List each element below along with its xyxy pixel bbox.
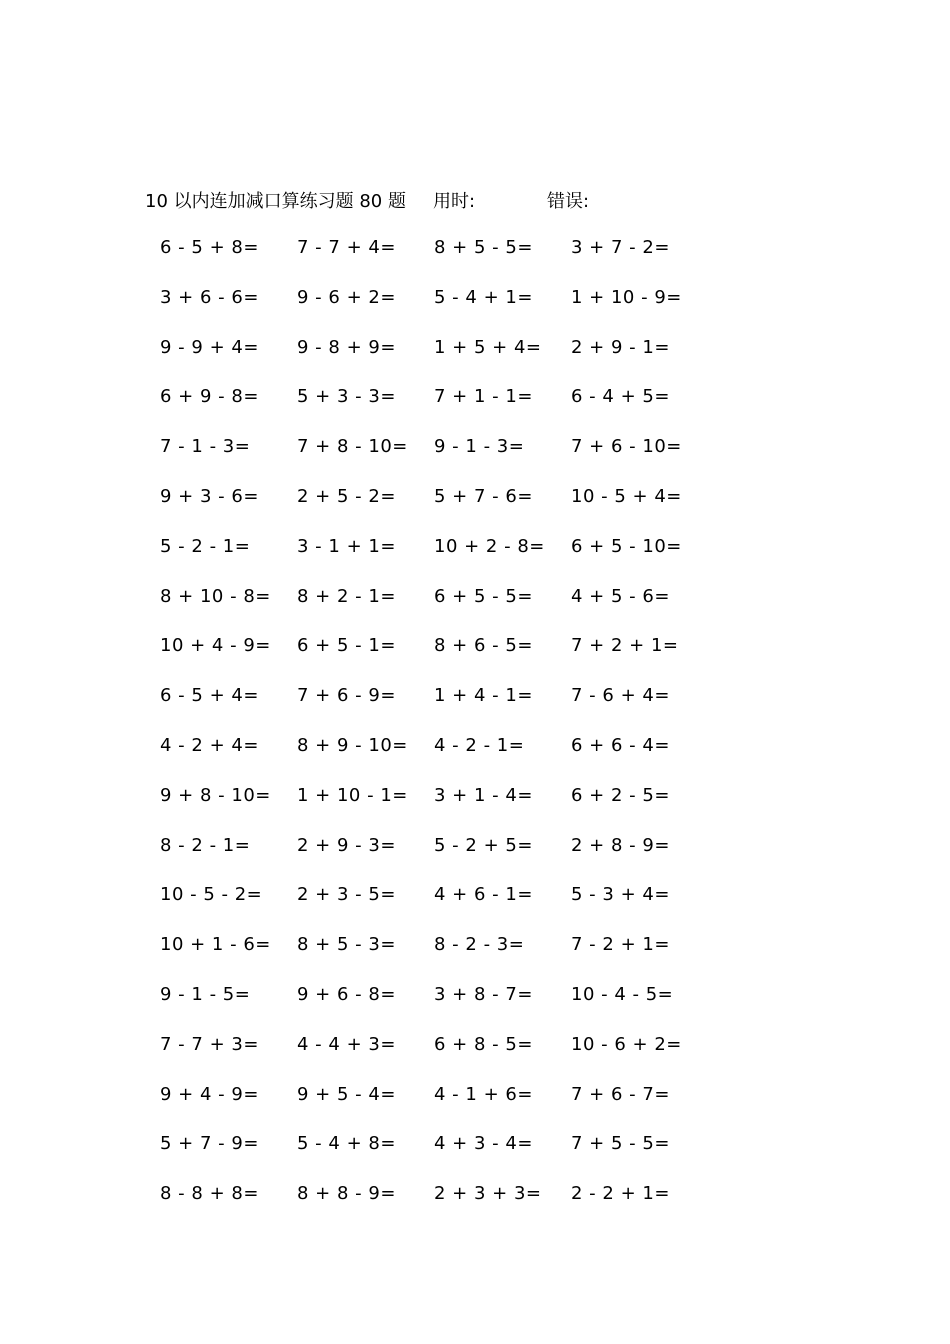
arithmetic-problem: 6 - 5 + 8= xyxy=(160,237,259,258)
arithmetic-problem: 7 + 6 - 10= xyxy=(571,436,682,458)
arithmetic-problem: 9 + 6 - 8= xyxy=(297,983,396,1005)
arithmetic-problem: 3 - 1 + 1= xyxy=(297,535,396,557)
problem-row xyxy=(0,237,950,287)
arithmetic-problem: 4 - 4 + 3= xyxy=(297,1033,396,1055)
arithmetic-problem: 9 - 9 + 4= xyxy=(160,336,259,358)
arithmetic-problem: 10 + 2 - 8= xyxy=(434,535,545,557)
arithmetic-problem: 5 + 7 - 9= xyxy=(160,1133,259,1155)
arithmetic-problem: 6 + 8 - 5= xyxy=(434,1033,533,1055)
arithmetic-problem: 6 + 5 - 1= xyxy=(297,635,396,657)
problem-row xyxy=(0,984,950,1034)
problem-row xyxy=(0,884,950,934)
problem-row xyxy=(0,934,950,984)
problem-row xyxy=(0,835,950,885)
problem-row xyxy=(0,386,950,436)
arithmetic-problem: 6 - 4 + 5= xyxy=(571,386,670,408)
arithmetic-problem: 1 + 10 - 1= xyxy=(297,784,408,806)
arithmetic-problem: 8 + 9 - 10= xyxy=(297,734,408,756)
arithmetic-problem: 2 + 3 + 3= xyxy=(434,1183,542,1205)
arithmetic-problem: 2 + 9 - 1= xyxy=(571,336,670,358)
problem-row xyxy=(0,1133,950,1183)
arithmetic-problem: 8 + 10 - 8= xyxy=(160,585,271,607)
arithmetic-problem: 10 - 6 + 2= xyxy=(571,1033,682,1055)
problem-row xyxy=(0,287,950,337)
problem-row xyxy=(0,635,950,685)
arithmetic-problem: 8 - 2 - 3= xyxy=(434,934,525,956)
arithmetic-problem: 7 + 6 - 7= xyxy=(571,1083,670,1105)
arithmetic-problem: 4 + 6 - 1= xyxy=(434,884,533,906)
arithmetic-problem: 5 - 4 + 8= xyxy=(297,1133,396,1155)
arithmetic-problem: 7 - 2 + 1= xyxy=(571,934,670,956)
arithmetic-problem: 1 + 4 - 1= xyxy=(434,685,533,707)
problem-row xyxy=(0,536,950,586)
arithmetic-problem: 9 + 5 - 4= xyxy=(297,1083,396,1105)
arithmetic-problem: 7 - 7 + 4= xyxy=(297,237,396,258)
arithmetic-problem: 9 - 6 + 2= xyxy=(297,286,396,308)
time-used-label: 用时: xyxy=(433,191,476,212)
arithmetic-problem: 1 + 5 + 4= xyxy=(434,336,542,358)
worksheet-header xyxy=(0,187,950,213)
arithmetic-problem: 8 + 5 - 5= xyxy=(434,237,533,258)
problem-row xyxy=(0,337,950,387)
arithmetic-problem: 5 - 2 + 5= xyxy=(434,834,533,856)
problem-row xyxy=(0,586,950,636)
arithmetic-problem: 7 - 1 - 3= xyxy=(160,436,251,458)
arithmetic-problem: 3 + 6 - 6= xyxy=(160,286,259,308)
arithmetic-problem: 9 + 3 - 6= xyxy=(160,485,259,507)
arithmetic-problem: 7 + 8 - 10= xyxy=(297,436,408,458)
arithmetic-problem: 2 + 8 - 9= xyxy=(571,834,670,856)
arithmetic-problem: 8 + 8 - 9= xyxy=(297,1183,396,1205)
problem-row xyxy=(0,785,950,835)
arithmetic-problem: 2 + 3 - 5= xyxy=(297,884,396,906)
arithmetic-problem: 10 - 5 + 4= xyxy=(571,485,682,507)
arithmetic-problem: 4 - 2 - 1= xyxy=(434,734,525,756)
worksheet-title: 10 以内连加减口算练习题 80 题 xyxy=(145,191,406,212)
arithmetic-problem: 4 + 3 - 4= xyxy=(434,1133,533,1155)
arithmetic-problem: 7 + 5 - 5= xyxy=(571,1133,670,1155)
arithmetic-problem: 8 + 2 - 1= xyxy=(297,585,396,607)
arithmetic-problem: 5 - 2 - 1= xyxy=(160,535,251,557)
arithmetic-problem: 1 + 10 - 9= xyxy=(571,286,682,308)
arithmetic-problem: 4 - 2 + 4= xyxy=(160,734,259,756)
arithmetic-problem: 4 + 5 - 6= xyxy=(571,585,670,607)
arithmetic-problem: 7 - 7 + 3= xyxy=(160,1033,259,1055)
arithmetic-problem: 5 - 3 + 4= xyxy=(571,884,670,906)
problem-grid xyxy=(0,237,950,1233)
arithmetic-problem: 6 + 5 - 10= xyxy=(571,535,682,557)
arithmetic-problem: 3 + 8 - 7= xyxy=(434,983,533,1005)
problem-row xyxy=(0,436,950,486)
arithmetic-problem: 8 - 2 - 1= xyxy=(160,834,251,856)
arithmetic-problem: 3 + 7 - 2= xyxy=(571,237,670,258)
arithmetic-problem: 6 + 5 - 5= xyxy=(434,585,533,607)
arithmetic-problem: 5 + 7 - 6= xyxy=(434,485,533,507)
arithmetic-problem: 2 + 9 - 3= xyxy=(297,834,396,856)
problem-row xyxy=(0,1183,950,1233)
arithmetic-problem: 7 + 1 - 1= xyxy=(434,386,533,408)
arithmetic-problem: 7 - 6 + 4= xyxy=(571,685,670,707)
problem-row xyxy=(0,735,950,785)
arithmetic-problem: 5 + 3 - 3= xyxy=(297,386,396,408)
problem-row xyxy=(0,1084,950,1134)
arithmetic-problem: 6 + 9 - 8= xyxy=(160,386,259,408)
arithmetic-problem: 9 - 1 - 5= xyxy=(160,983,251,1005)
arithmetic-problem: 8 + 6 - 5= xyxy=(434,635,533,657)
problem-row xyxy=(0,486,950,536)
arithmetic-problem: 6 - 5 + 4= xyxy=(160,685,259,707)
arithmetic-problem: 3 + 1 - 4= xyxy=(434,784,533,806)
problem-row xyxy=(0,1034,950,1084)
arithmetic-problem: 2 - 2 + 1= xyxy=(571,1183,670,1205)
arithmetic-problem: 9 - 1 - 3= xyxy=(434,436,525,458)
arithmetic-problem: 8 - 8 + 8= xyxy=(160,1183,259,1205)
arithmetic-problem: 6 + 2 - 5= xyxy=(571,784,670,806)
arithmetic-problem: 10 + 1 - 6= xyxy=(160,934,271,956)
arithmetic-problem: 7 + 6 - 9= xyxy=(297,685,396,707)
arithmetic-problem: 4 - 1 + 6= xyxy=(434,1083,533,1105)
arithmetic-problem: 2 + 5 - 2= xyxy=(297,485,396,507)
problem-row xyxy=(0,685,950,735)
arithmetic-problem: 10 - 5 - 2= xyxy=(160,884,263,906)
arithmetic-problem: 9 + 4 - 9= xyxy=(160,1083,259,1105)
arithmetic-problem: 10 - 4 - 5= xyxy=(571,983,674,1005)
arithmetic-problem: 7 + 2 + 1= xyxy=(571,635,679,657)
arithmetic-problem: 10 + 4 - 9= xyxy=(160,635,271,657)
arithmetic-problem: 6 + 6 - 4= xyxy=(571,734,670,756)
errors-label: 错误: xyxy=(547,191,590,212)
arithmetic-problem: 9 + 8 - 10= xyxy=(160,784,271,806)
arithmetic-problem: 8 + 5 - 3= xyxy=(297,934,396,956)
arithmetic-problem: 9 - 8 + 9= xyxy=(297,336,396,358)
arithmetic-problem: 5 - 4 + 1= xyxy=(434,286,533,308)
